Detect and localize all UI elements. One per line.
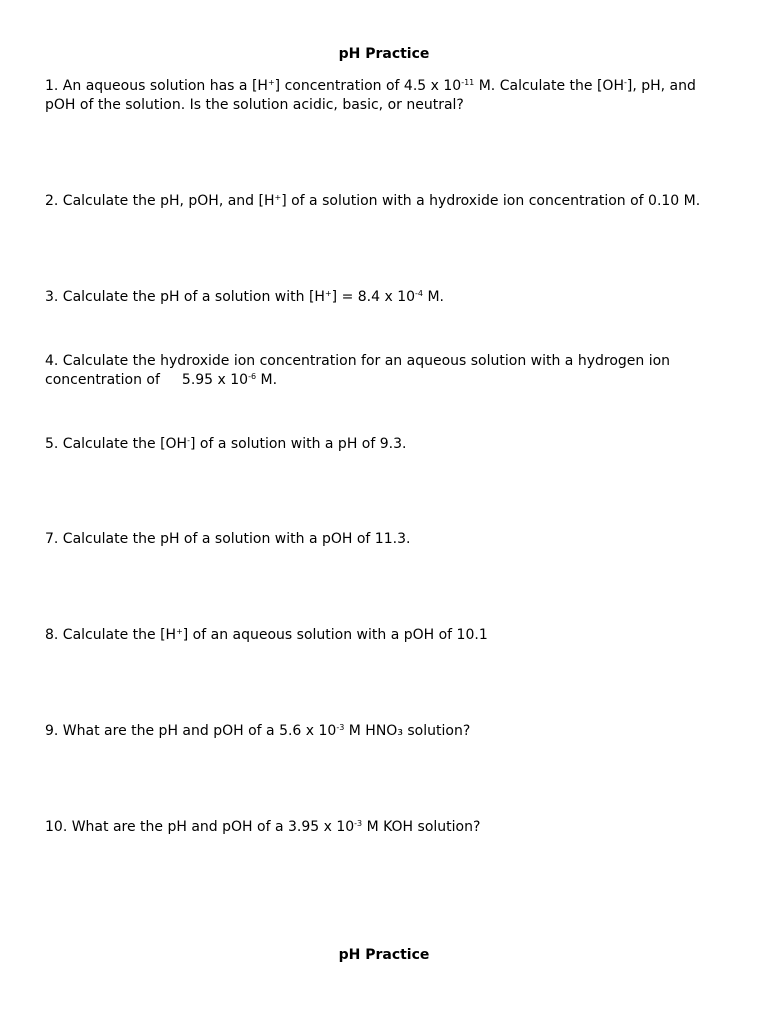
question-2: 2. Calculate the pH, pOH, and [H+] of a solution with a hydroxide ion concentration of 0.10 M. — [45, 193, 701, 209]
question-8: 8. Calculate the [H+] of an aqueous solution with a pOH of 10.1 — [45, 627, 488, 643]
question-3: 3. Calculate the pH of a solution with [H+] = 8.4 x $10^{-4}$ M. — [45, 289, 444, 305]
question-10: 10. What are the pH and pOH of a 3.95 x $10^{-3}$ M KOH solution? — [45, 819, 481, 835]
question-7: 7. Calculate the pH of a solution with a pOH of 11.3. — [45, 531, 411, 547]
question-4: 4. Calculate the hydroxide ion concentration for an aqueous solution with a hydrogen ion concentration of 5.95 x $10^{-6}$ M. — [45, 353, 671, 388]
question-9: 9. What are the pH and pOH of a 5.6 x $10^{-3}$ M HNO₃ solution? — [45, 723, 471, 739]
question-1: 1. An aqueous solution has a [H+] concentration of 4.5 x $10^{-11}$ M. Calculate the [OH-], pH, and pOH of the solution. Is the solution acidic, basic, or neutral? — [45, 78, 696, 113]
question-5: 5. Calculate the [OH-] of a solution with a pH of 9.3. — [45, 436, 407, 452]
page-title: pH Practice — [338, 46, 430, 62]
repeated-page-title: pH Practice — [338, 947, 430, 963]
